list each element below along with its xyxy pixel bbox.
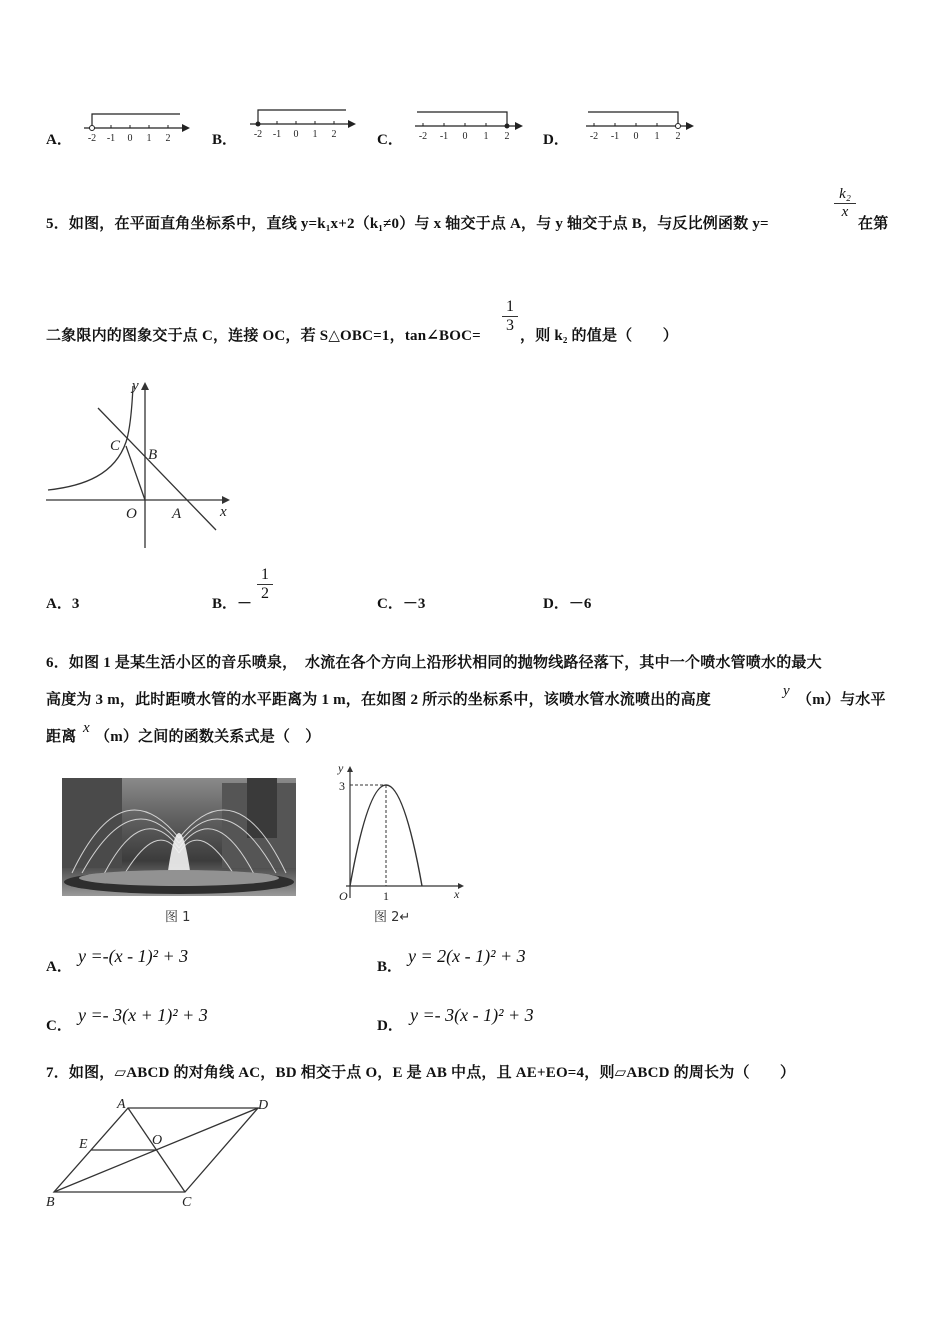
q6-text-line1: 6．如图 1 是某生活小区的音乐喷泉， 水流在各个方向上沿形状相同的抛物线路径落下，其中一个喷水管喷水的最大 bbox=[46, 655, 822, 671]
tick-label: 1 bbox=[146, 133, 152, 144]
fig2-caption: 图 2↵ bbox=[374, 910, 411, 925]
q6-option-a-letter: A． bbox=[46, 959, 72, 975]
q4-option-c-letter: C． bbox=[377, 132, 403, 148]
q4-option-c-number-line bbox=[411, 106, 527, 142]
q6-text-line2: 高度为 3 m，此时距喷水管的水平距离为 1 m，在如图 2 所示的坐标系中，该喷水管水流喷出的高度 bbox=[46, 692, 711, 708]
point-o-label: O bbox=[152, 1133, 163, 1148]
q5-graph bbox=[40, 378, 240, 556]
tick-label: 0 bbox=[633, 131, 639, 142]
q6-var-x: x bbox=[83, 720, 90, 736]
q5-text-line2-tail: ，则 k₂ 的值是（ ） bbox=[520, 328, 678, 344]
point-b-label: B bbox=[46, 1195, 55, 1210]
tick-label: 0 bbox=[462, 131, 468, 142]
y-tick-label: 3 bbox=[339, 779, 345, 793]
origin-label: O bbox=[339, 889, 348, 903]
tick-label: 0 bbox=[127, 133, 133, 144]
q6-parabola-graph bbox=[326, 758, 468, 904]
origin-label: O bbox=[126, 506, 137, 522]
tick-label: -1 bbox=[272, 129, 282, 140]
q5-text-line1: 5．如图，在平面直角坐标系中，直线 y=k₁x+2（k₁≠0）与 x 轴交于点 A，与 y 轴交于点 B，与反比例函数 y= bbox=[46, 216, 769, 232]
q4-option-a-letter: A． bbox=[46, 132, 72, 148]
q4-option-a-number-line bbox=[80, 108, 192, 144]
q5-text-line2: 二象限内的图象交于点 C，连接 OC，若 S△OBC=1，tan∠BOC= bbox=[46, 328, 481, 344]
point-a-label: A bbox=[117, 1097, 126, 1112]
q6-var-y: y bbox=[783, 683, 790, 699]
q4-option-d-number-line bbox=[582, 106, 698, 142]
q6-text-line2-tail: （m）与水平 bbox=[797, 692, 886, 708]
q6-option-d-formula: y =- 3(x - 1)² + 3 bbox=[410, 1005, 534, 1025]
tick-label: 2 bbox=[331, 129, 337, 140]
q5-option-a: A．3 bbox=[46, 596, 80, 612]
q6-option-b-letter: B． bbox=[377, 959, 403, 975]
point-c-label: C bbox=[182, 1195, 192, 1210]
tick-label: 2 bbox=[675, 131, 681, 142]
point-d-label: D bbox=[258, 1098, 269, 1113]
point-b-label: B bbox=[148, 447, 158, 463]
q5-fraction-k2-over-x bbox=[834, 186, 856, 221]
fraction-denominator: 3 bbox=[502, 316, 518, 335]
fountain-illustration bbox=[62, 778, 296, 896]
q6-text-line3-tail: （m）之间的函数关系式是（ ） bbox=[95, 729, 321, 745]
q5-text-line1-tail: 在第 bbox=[858, 216, 889, 232]
point-a-label: A bbox=[172, 506, 182, 522]
q6-text-line3: 距离 bbox=[46, 729, 77, 745]
x-tick-label: 1 bbox=[383, 889, 389, 903]
q4-option-d-letter: D． bbox=[543, 132, 569, 148]
tick-label: 0 bbox=[293, 129, 299, 140]
q5-option-b-fraction bbox=[257, 566, 273, 603]
tick-label: 1 bbox=[654, 131, 660, 142]
fraction-numerator: 1 bbox=[506, 298, 514, 315]
tick-label: 1 bbox=[312, 129, 318, 140]
q6-option-a-formula: y =-(x - 1)² + 3 bbox=[78, 946, 189, 966]
tick-label: -1 bbox=[439, 131, 449, 142]
q7-parallelogram-diagram bbox=[40, 1094, 276, 1212]
tick-label: -2 bbox=[589, 131, 599, 142]
point-c-label: C bbox=[110, 438, 121, 454]
fountain-photo bbox=[62, 778, 296, 896]
fraction-numerator: k₂ bbox=[839, 186, 851, 202]
point-e-label: E bbox=[79, 1137, 88, 1152]
fraction-numerator: 1 bbox=[261, 566, 269, 583]
tick-label: 2 bbox=[504, 131, 510, 142]
q5-option-d: D．－6 bbox=[543, 596, 592, 612]
tick-label: 1 bbox=[483, 131, 489, 142]
fig1-caption: 图 1 bbox=[165, 910, 191, 925]
q5-option-c: C．－3 bbox=[377, 596, 426, 612]
y-axis-label: y bbox=[132, 378, 139, 394]
q6-option-c-letter: C． bbox=[46, 1018, 72, 1034]
q4-option-b-letter: B． bbox=[212, 132, 238, 148]
q5-fraction-one-third bbox=[502, 298, 518, 335]
q4-option-b-number-line bbox=[246, 104, 358, 140]
y-axis-label: y bbox=[338, 761, 344, 775]
fraction-denominator: x bbox=[834, 203, 856, 221]
tick-label: -2 bbox=[87, 133, 97, 144]
tick-label: -2 bbox=[253, 129, 263, 140]
x-axis-label: x bbox=[454, 887, 460, 901]
tick-label: 2 bbox=[165, 133, 171, 144]
q7-text-line1: 7．如图，▱ABCD 的对角线 AC，BD 相交于点 O，E 是 AB 中点，且 AE+EO=4，则▱ABCD 的周长为（ ） bbox=[46, 1065, 796, 1081]
q6-option-d-letter: D． bbox=[377, 1018, 403, 1034]
x-axis-label: x bbox=[220, 504, 227, 520]
q5-option-b-prefix: B．－ bbox=[212, 596, 253, 612]
tick-label: -1 bbox=[106, 133, 116, 144]
q6-option-b-formula: y = 2(x - 1)² + 3 bbox=[408, 946, 526, 966]
q6-option-c-formula: y =- 3(x + 1)² + 3 bbox=[78, 1005, 208, 1025]
fraction-denominator: 2 bbox=[257, 584, 273, 603]
tick-label: -2 bbox=[418, 131, 428, 142]
tick-label: -1 bbox=[610, 131, 620, 142]
